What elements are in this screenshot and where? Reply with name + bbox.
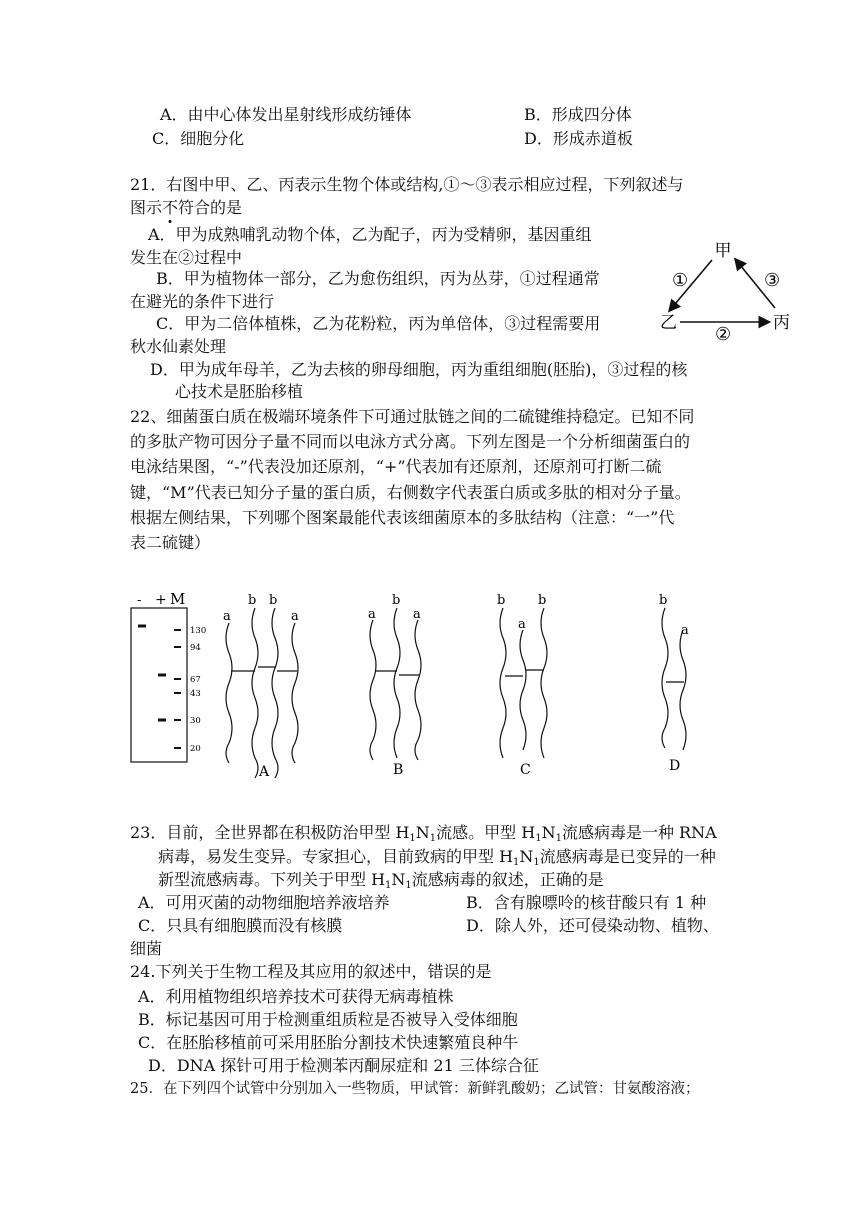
q23-text: N bbox=[519, 847, 534, 866]
gel-header-minus: - bbox=[137, 593, 142, 608]
q21-option-d-line2: 心技术是胚胎移植 bbox=[175, 382, 304, 401]
marker-label: 20 bbox=[190, 744, 201, 754]
option-d-chain-label: a bbox=[681, 623, 689, 638]
q21-option-a-line1: A．甲为成熟哺乳动物个体，乙为配子，丙为受精卵，基因重组 bbox=[148, 225, 592, 244]
q23-text: 流感病毒的叙述，正确的是 bbox=[411, 870, 604, 889]
option-b-chain-label: b bbox=[392, 593, 401, 608]
q24-option-a: A．利用植物组织培养技术可获得无病毒植株 bbox=[138, 987, 454, 1006]
q23-text: 病毒，易发生变异。专家担心，目前致病的甲型 H bbox=[158, 847, 514, 866]
marker-label: 43 bbox=[190, 689, 201, 699]
q22-line4: 键，“M”代表已知分子量的蛋白质，右侧数字代表蛋白质或多肽的相对分子量。 bbox=[130, 483, 691, 502]
q24-stem: 24.下列关于生物工程及其应用的叙述中，错误的是 bbox=[130, 962, 492, 981]
diagram-label-process-1: ① bbox=[672, 270, 689, 291]
q23-line2 bbox=[158, 846, 716, 868]
q21-option-c-line2: 秋水仙素处理 bbox=[130, 337, 227, 356]
q23-subscript: 1 bbox=[555, 833, 562, 844]
q22-electrophoresis-figure bbox=[125, 588, 725, 788]
option-a-chain-label: b bbox=[269, 593, 278, 608]
diagram-label-jia: 甲 bbox=[714, 241, 732, 261]
chain-a bbox=[520, 630, 526, 750]
q21-cycle-diagram bbox=[650, 230, 800, 345]
q21-option-d-line1: D．甲为成年母羊，乙为去核的卵母细胞，丙为重组细胞(胚胎)，③过程的核 bbox=[150, 360, 688, 379]
q24-option-b: B．标记基因可用于检测重组质粒是否被导入受体细胞 bbox=[138, 1010, 518, 1029]
q23-text: 23．目前，全世界都在积极防治甲型 H bbox=[130, 823, 410, 842]
option-a-chain-label: b bbox=[248, 593, 257, 608]
q23-subscript: 1 bbox=[535, 833, 542, 844]
diagram-label-bing: 丙 bbox=[773, 313, 790, 333]
q21-emphasis-not: 不 bbox=[162, 198, 179, 217]
q23-subscript: 1 bbox=[513, 857, 520, 868]
diagram-label-process-3: ③ bbox=[764, 270, 781, 291]
q21-option-b-line2: 在避光的条件下进行 bbox=[130, 292, 275, 311]
chain-b bbox=[662, 608, 668, 748]
q23-option-b: B．含有腺嘌呤的核苷酸只有 1 种 bbox=[466, 893, 707, 912]
q23-text: 新型流感病毒。下列关于甲型 H bbox=[158, 870, 386, 889]
q23-text: N bbox=[415, 823, 430, 842]
option-a-label: A bbox=[259, 764, 270, 780]
q23-text: 流感病毒是一种 RNA bbox=[561, 823, 717, 842]
option-d-label: D bbox=[669, 758, 681, 774]
option-b-chain-label: a bbox=[368, 607, 376, 622]
q24-option-c: C．在胚胎移植前可采用胚胎分割技术快速繁殖良种牛 bbox=[138, 1033, 519, 1052]
chain-a bbox=[226, 623, 232, 763]
q23-subscript: 1 bbox=[533, 857, 540, 868]
chain-b bbox=[272, 608, 278, 778]
q22-line3: 电泳结果图，“-”代表没加还原剂，“+”代表加有还原剂，还原剂可打断二硫 bbox=[130, 457, 662, 476]
option-c-chain-label: a bbox=[518, 617, 526, 632]
marker-label: 67 bbox=[190, 675, 201, 685]
q23-option-d-cont: 细菌 bbox=[130, 939, 163, 958]
gel-header-plus: + bbox=[155, 592, 167, 608]
marker-label: 94 bbox=[190, 643, 201, 653]
q22-line2: 的多肽产物可因分子量不同而以电泳方式分离。下列左图是一个分析细菌蛋白的 bbox=[130, 432, 691, 451]
q22-line6: 表二硫键） bbox=[130, 533, 211, 552]
option-b-structure bbox=[370, 608, 421, 760]
q21-stem-text: 图示 bbox=[130, 198, 163, 217]
q20-option-a: A．由中心体发出星射线形成纺锤体 bbox=[160, 105, 412, 124]
chain-b bbox=[500, 608, 506, 758]
q22-line5: 根据左侧结果，下列哪个图案最能代表该细菌原本的多肽结构（注意：“一”代 bbox=[130, 508, 675, 527]
q23-text: N bbox=[541, 823, 556, 842]
marker-label: 30 bbox=[190, 716, 201, 726]
chain-a bbox=[292, 623, 298, 763]
chain-b bbox=[541, 608, 547, 758]
gel-header-marker: M bbox=[170, 590, 186, 608]
option-a-chain-label: a bbox=[291, 609, 299, 624]
q23-line1 bbox=[130, 822, 717, 844]
q21-option-c-line1: C．甲为二倍体植株，乙为花粉粒，丙为单倍体，③过程需要用 bbox=[156, 314, 601, 333]
option-d-chain-label: b bbox=[659, 593, 668, 608]
chain-b bbox=[252, 608, 258, 778]
chain-a bbox=[680, 630, 686, 750]
option-c-label: C bbox=[520, 762, 531, 778]
q23-text: N bbox=[391, 870, 406, 889]
q23-text: 流感。甲型 H bbox=[436, 823, 536, 842]
q23-subscript: 1 bbox=[429, 833, 437, 844]
q23-text: 流感病毒是已变异的一种 bbox=[539, 847, 716, 866]
option-b-chain-label: a bbox=[413, 607, 421, 622]
chain-a bbox=[370, 620, 376, 760]
option-a-structure bbox=[226, 608, 298, 778]
q23-option-d: D．除人外，还可侵染动物、植物、 bbox=[466, 916, 719, 935]
option-a-chain-label: a bbox=[223, 609, 231, 624]
option-b-label: B bbox=[393, 762, 404, 778]
diagram-label-process-2: ② bbox=[715, 324, 732, 345]
q24-option-d: D．DNA 探针可用于检测苯丙酮尿症和 21 三体综合征 bbox=[148, 1056, 539, 1075]
q20-option-d: D．形成赤道板 bbox=[524, 129, 633, 148]
q21-option-b-line1: B．甲为植物体一部分，乙为愈伤组织，丙为丛芽，①过程通常 bbox=[156, 269, 600, 288]
q20-option-b: B．形成四分体 bbox=[524, 105, 632, 124]
q21-stem-line2 bbox=[130, 197, 242, 219]
q21-option-a-line2: 发生在②过程中 bbox=[130, 248, 243, 267]
chain-b bbox=[394, 608, 400, 758]
option-c-chain-label: b bbox=[538, 593, 547, 608]
q25-stem: 25．在下列四个试管中分别加入一些物质，甲试管：新鲜乳酸奶；乙试管：甘氨酸溶液； bbox=[130, 1081, 700, 1097]
q23-line3 bbox=[158, 869, 604, 891]
q23-subscript: 1 bbox=[405, 880, 412, 891]
q23-subscript: 1 bbox=[385, 880, 392, 891]
q23-option-a: A．可用灭菌的动物细胞培养液培养 bbox=[138, 893, 390, 912]
marker-label: 130 bbox=[190, 626, 207, 636]
q22-line1: 22、细菌蛋白质在极端环境条件下可通过肽链之间的二硫键维持稳定。已知不同 bbox=[130, 407, 695, 426]
q21-stem-text-end: 符合的是 bbox=[178, 198, 243, 217]
q23-subscript: 1 bbox=[409, 833, 416, 844]
option-c-chain-label: b bbox=[497, 593, 506, 608]
q23-option-c: C．只具有细胞膜而没有核膜 bbox=[138, 916, 343, 935]
q21-stem-line1: 21．右图中甲、乙、丙表示生物个体或结构,①～③表示相应过程，下列叙述与 bbox=[130, 175, 684, 194]
q20-option-c: C．细胞分化 bbox=[152, 129, 245, 148]
chain-a bbox=[415, 620, 421, 760]
gel-box bbox=[131, 608, 187, 762]
diagram-label-yi: 乙 bbox=[660, 313, 677, 333]
